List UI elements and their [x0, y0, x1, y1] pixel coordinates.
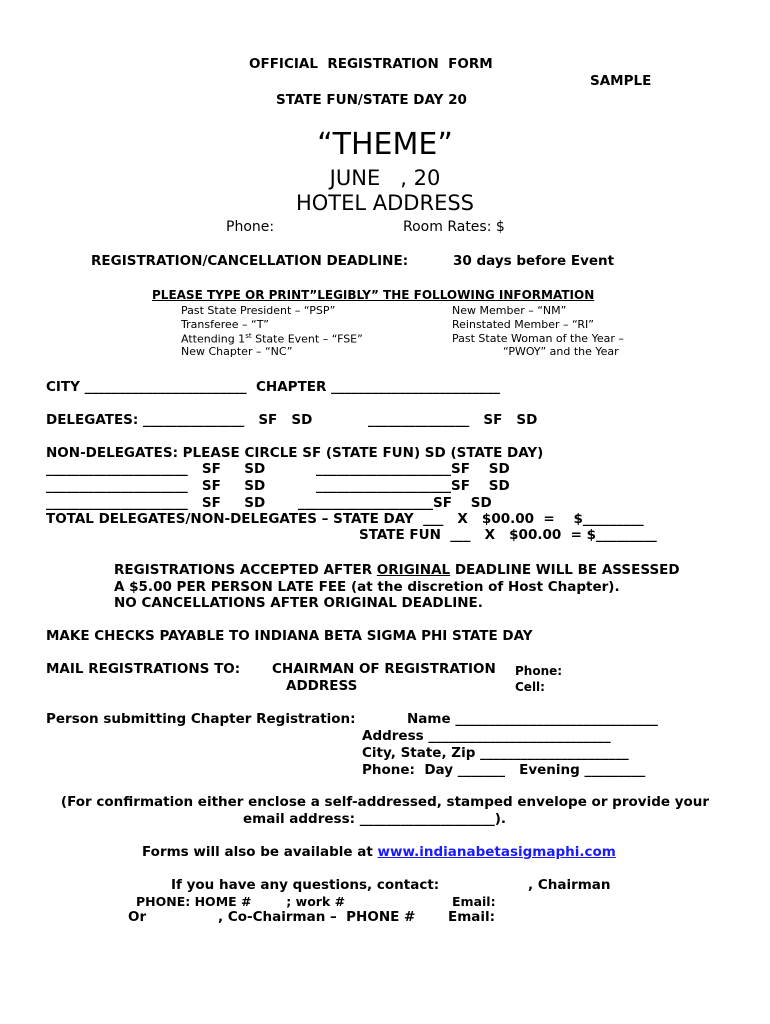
delegates-line[interactable]: DELEGATES: _______________ SF SD [46, 412, 313, 428]
submitter-phone-field[interactable]: Phone: Day _______ Evening _________ [362, 762, 646, 778]
legend-psp: Past State President – “PSP” [181, 304, 336, 317]
contact-or: Or [128, 909, 147, 925]
non-delegate-row[interactable]: _____________________ SF SD [46, 495, 266, 511]
mail-phone: Phone: [515, 664, 563, 678]
non-delegate-row[interactable]: ____________________SF SD [298, 495, 492, 511]
legend-new-chapter: New Chapter – “NC” [181, 345, 293, 358]
contact-cochair: , Co-Chairman – PHONE # [218, 909, 416, 925]
phone-label: Phone: [226, 219, 275, 235]
late-notice-line1: REGISTRATIONS ACCEPTED AFTER ORIGINAL DEADLINE WILL BE ASSESSED [114, 562, 680, 578]
sample-label: SAMPLE [590, 73, 652, 89]
legend-transferee: Transferee – “T” [181, 318, 269, 331]
submitter-name-field[interactable]: Name ______________________________ [407, 711, 658, 727]
total-state-fun[interactable]: STATE FUN ___ X $00.00 = $_________ [359, 527, 657, 543]
delegates-second-line[interactable]: _______________ SF SD [368, 412, 538, 428]
hotel-address: HOTEL ADDRESS [295, 191, 475, 215]
contact-home-phone: PHONE: HOME # ; work # [136, 894, 346, 909]
non-delegates-heading: NON-DELEGATES: PLEASE CIRCLE SF (STATE FUN) SD (STATE DAY) [46, 445, 544, 461]
room-rates-label: Room Rates: $ [403, 219, 505, 235]
mail-chairman: CHAIRMAN OF REGISTRATION [272, 661, 496, 677]
contact-line: If you have any questions, contact: [171, 877, 440, 893]
form-subtitle: STATE FUN/STATE DAY 20 [276, 92, 467, 108]
theme-heading: “THEME” [317, 127, 453, 162]
checks-payable: MAKE CHECKS PAYABLE TO INDIANA BETA SIGMA PHI STATE DAY [46, 628, 533, 644]
legend-reinstated: Reinstated Member – “RI” [452, 318, 594, 331]
website-link[interactable]: www.indianabetasigmaphi.com [377, 844, 616, 860]
non-delegate-row[interactable]: _____________________ SF SD [46, 461, 266, 477]
submitter-city-field[interactable]: City, State, Zip ______________________ [362, 745, 629, 761]
confirmation-line1: (For confirmation either enclose a self-addressed, stamped envelope or provide your [60, 794, 710, 810]
form-title: OFFICIAL REGISTRATION FORM [249, 56, 493, 72]
mail-label: MAIL REGISTRATIONS TO: [46, 661, 241, 677]
legend-fse: Attending 1st State Event – “FSE” [181, 332, 363, 346]
legend-new-member: New Member – “NM” [452, 304, 567, 317]
city-chapter-line[interactable]: CITY ________________________ CHAPTER _________________________ [46, 379, 500, 395]
legend-pwoy-year: “PWOY” and the Year [503, 345, 619, 358]
non-delegate-row[interactable]: ____________________SF SD [316, 478, 510, 494]
contact-email1: Email: [452, 894, 496, 909]
legend-pwoy: Past State Woman of the Year – [452, 332, 624, 345]
non-delegate-row[interactable]: ____________________SF SD [316, 461, 510, 477]
event-date: JUNE , 20 [329, 166, 441, 190]
forms-available: Forms will also be available at www.indianabetasigmaphi.com [142, 844, 616, 860]
submitter-address-field[interactable]: Address ___________________________ [362, 728, 611, 744]
contact-chairman: , Chairman [528, 877, 611, 893]
confirmation-email-field[interactable]: email address: ____________________). [243, 811, 507, 827]
non-delegate-row[interactable]: _____________________ SF SD [46, 478, 266, 494]
submitter-label: Person submitting Chapter Registration: [46, 711, 356, 727]
contact-email2: Email: [448, 909, 496, 925]
mail-address: ADDRESS [286, 678, 358, 694]
total-state-day[interactable]: TOTAL DELEGATES/NON-DELEGATES – STATE DAY ___ X $00.00 = $_________ [46, 511, 644, 527]
instructions-heading: PLEASE TYPE OR PRINT”LEGIBLY” THE FOLLOWING INFORMATION [152, 288, 595, 302]
late-notice-line3: NO CANCELLATIONS AFTER ORIGINAL DEADLINE. [114, 595, 483, 611]
deadline-value: 30 days before Event [453, 253, 615, 269]
deadline-label: REGISTRATION/CANCELLATION DEADLINE: [91, 253, 409, 269]
mail-cell: Cell: [515, 680, 545, 694]
late-notice-line2: A $5.00 PER PERSON LATE FEE (at the discretion of Host Chapter). [114, 579, 620, 595]
